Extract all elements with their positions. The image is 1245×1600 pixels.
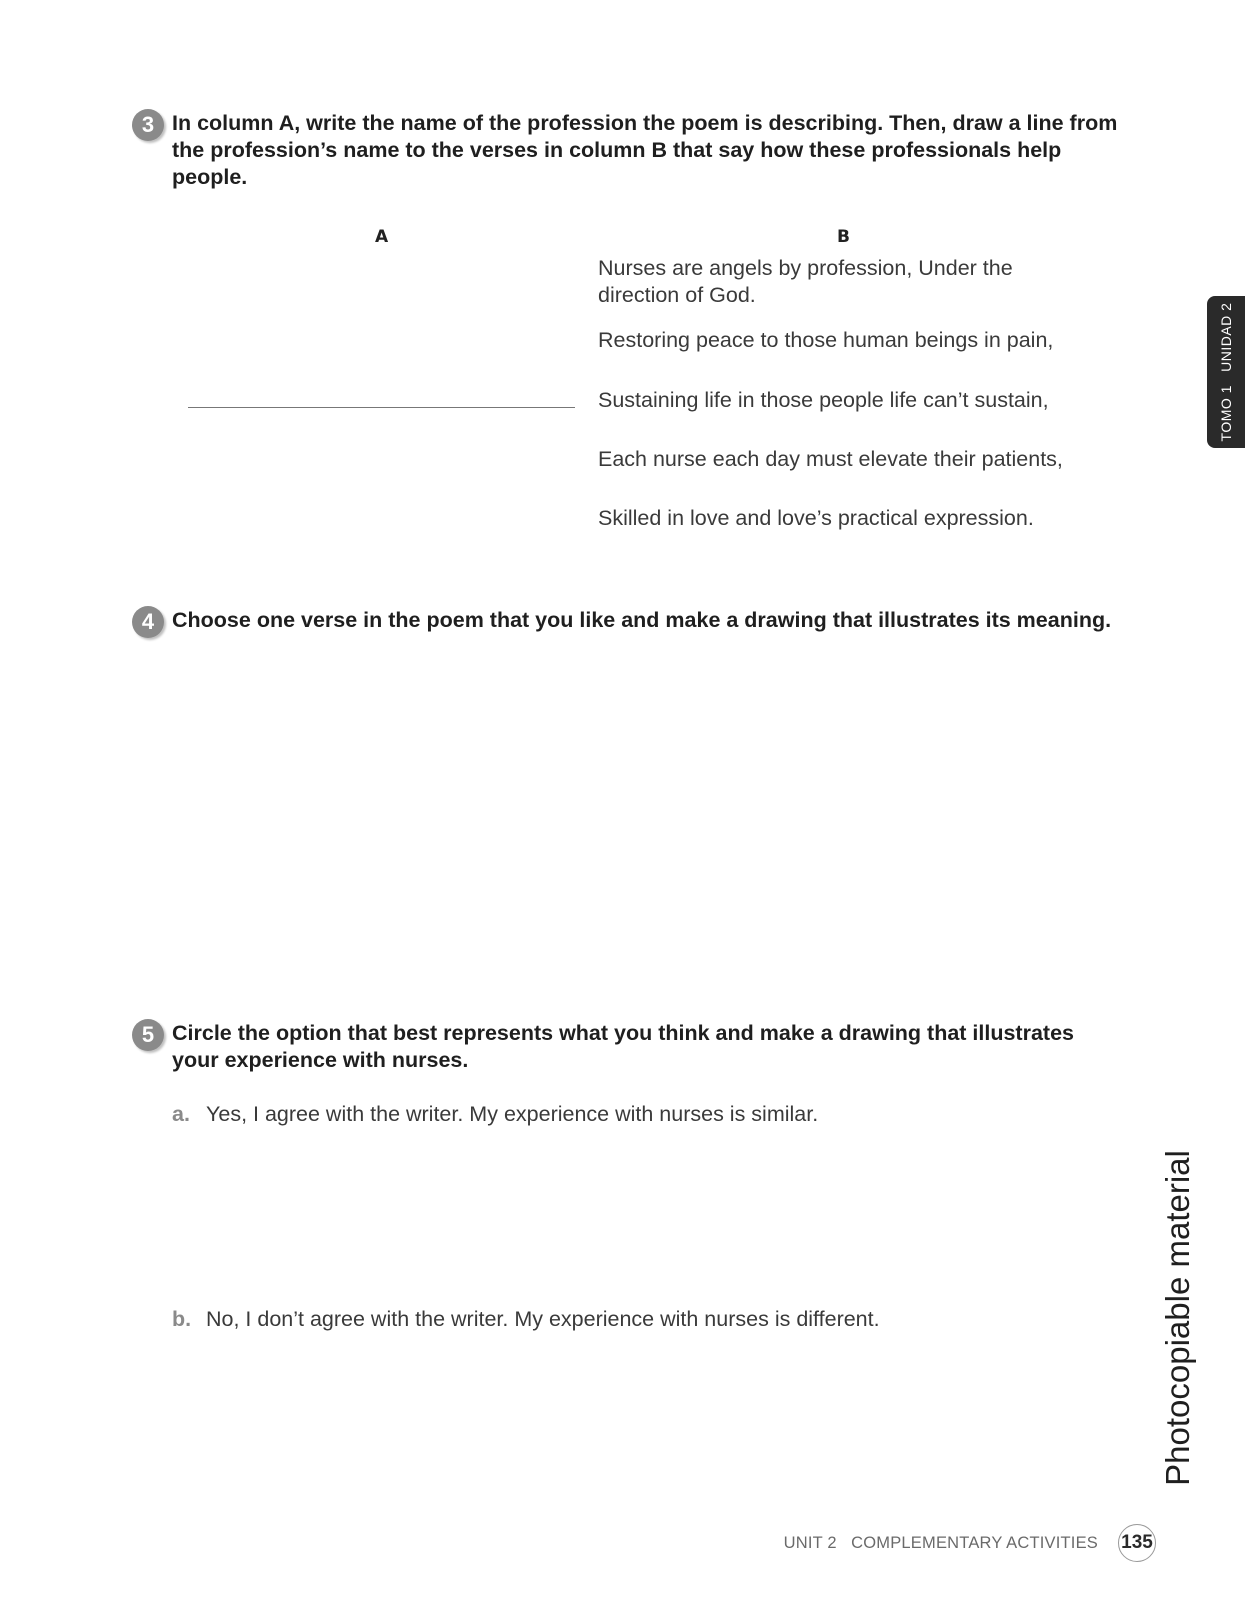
page-number: 135 xyxy=(1118,1524,1156,1562)
option-b-letter: b. xyxy=(172,1307,192,1331)
option-b[interactable] xyxy=(172,1306,880,1333)
exercise-3-instruction: In column A, write the name of the profession the poem is describing. Then, draw a line from the profession’s name to the verses in column B that say how these professionals help people. xyxy=(172,111,1118,189)
option-b-drawing-area[interactable] xyxy=(172,1345,1112,1495)
column-b-header: B xyxy=(837,227,850,247)
exercise-5-number: 5 xyxy=(132,1019,164,1051)
verse-3: Sustaining life in those people life can’t sustain, xyxy=(598,388,1049,412)
option-a[interactable] xyxy=(172,1101,818,1128)
exercise-3-number: 3 xyxy=(132,109,164,141)
option-a-drawing-area[interactable] xyxy=(172,1140,1112,1290)
column-a-header: A xyxy=(375,227,389,247)
side-tab xyxy=(1207,296,1245,448)
exercise-4-drawing-area[interactable] xyxy=(172,680,1112,1000)
exercise-4-instruction: Choose one verse in the poem that you like and make a drawing that illustrates its meaning. xyxy=(172,608,1112,632)
verse-2: Restoring peace to those human beings in pain, xyxy=(598,328,1054,352)
exercise-4-number: 4 xyxy=(132,606,164,638)
verse-4: Each nurse each day must elevate their patients, xyxy=(598,447,1063,471)
footer-label: UNIT 2 COMPLEMENTARY ACTIVITIES xyxy=(783,1534,1098,1552)
exercise-5-instruction: Circle the option that best represents what you think and make a drawing that illustrates your experience with nurses. xyxy=(172,1021,1074,1072)
side-tab-label: TOMO 1 UNIDAD 2 xyxy=(1218,302,1234,442)
profession-answer-line[interactable] xyxy=(188,407,575,408)
verse-5: Skilled in love and love’s practical expression. xyxy=(598,506,1034,530)
verse-1: Nurses are angels by profession, Under the direction of God. xyxy=(598,256,1013,307)
option-a-letter: a. xyxy=(172,1102,190,1126)
photocopiable-label: Photocopiable material xyxy=(1159,1150,1196,1486)
option-b-text: No, I don’t agree with the writer. My experience with nurses is different. xyxy=(206,1307,880,1331)
option-a-text: Yes, I agree with the writer. My experience with nurses is similar. xyxy=(206,1102,819,1126)
